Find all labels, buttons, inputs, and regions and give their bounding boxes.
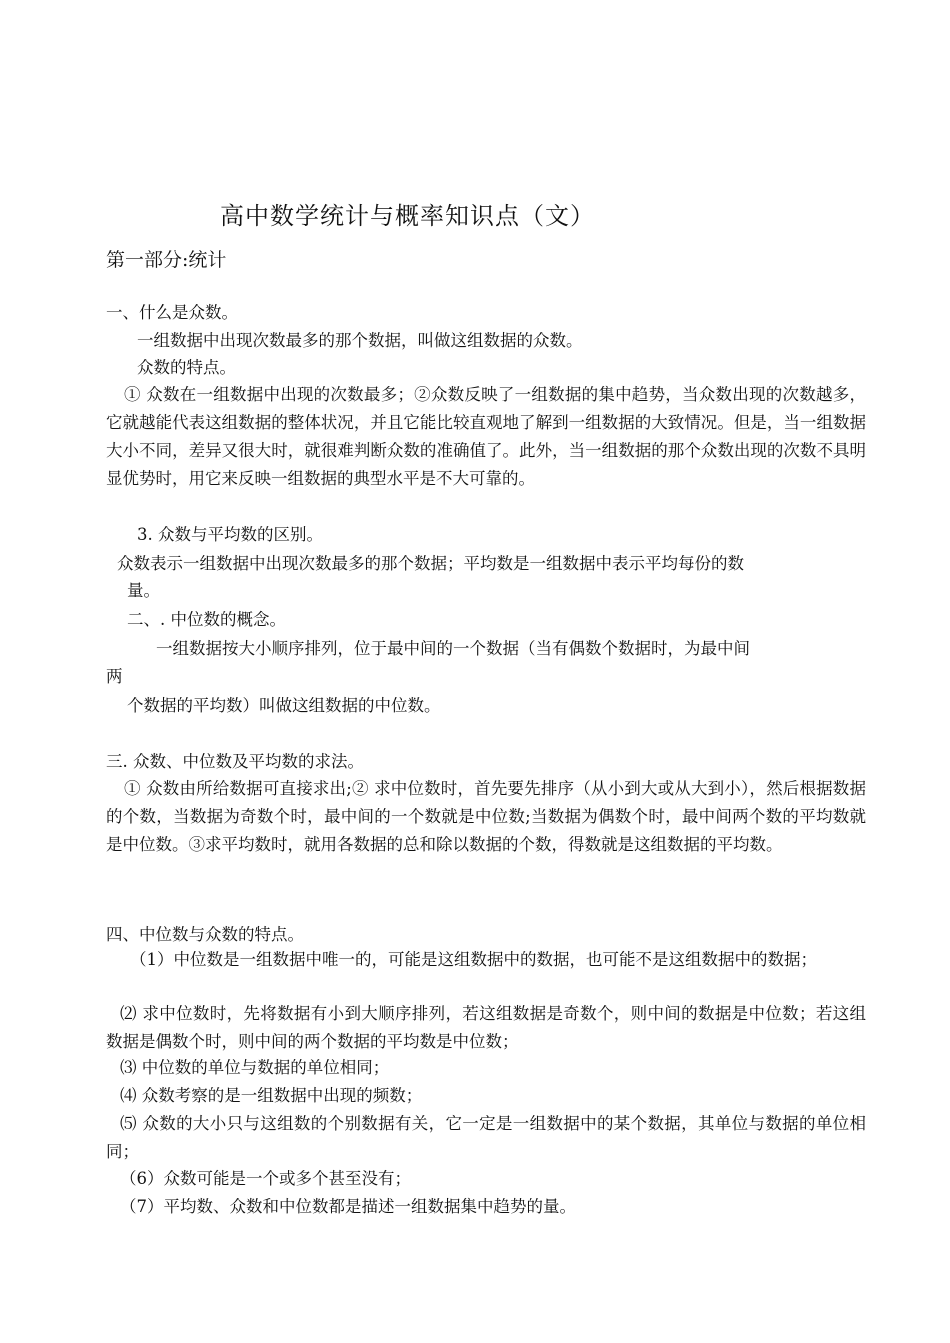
section-4-item-2: ⑵ 求中位数时，先将数据有小到大顺序排列，若这组数据是奇数个，则中间的数据是中位数；若这组数据是偶数个时，则中间的两个数据的平均数是中位数； [106,1004,866,1051]
page-title: 高中数学统计与概率知识点（文） [220,202,595,230]
section-4-item-1: （1）中位数是一组数据中唯一的，可能是这组数据中的数据，也可能不是这组数据中的数据； [130,950,817,969]
section-1-diff-line-1: 众数表示一组数据中出现次数最多的那个数据；平均数是一组数据中表示平均每份的数 [117,554,744,573]
section-4-heading: 四、中位数与众数的特点。 [106,925,304,944]
section-1-diff-line-2: 量。 [127,581,160,600]
section-2-line-2: 两 [106,667,123,686]
section-2-heading: 二、. 中位数的概念。 [127,610,286,629]
section-1-definition: 一组数据中出现次数最多的那个数据，叫做这组数据的众数。 [137,331,583,350]
section-1-heading: 一、什么是众数。 [106,303,238,322]
section-4-item-6: （6）众数可能是一个或多个甚至没有； [120,1169,411,1188]
section-4-item-3: ⑶ 中位数的单位与数据的单位相同； [120,1058,390,1077]
section-4-item-7: （7）平均数、众数和中位数都是描述一组数据集中趋势的量。 [120,1197,576,1216]
section-4-item-5: ⑸ 众数的大小只与这组数的个别数据有关，它一定是一组数据中的某个数据，其单位与数据的单位相同； [106,1114,866,1161]
section-3-text: ① 众数由所给数据可直接求出;② 求中位数时，首先要先排序（从小到大或从大到小），然后根据数据的个数，当数据为奇数个时，最中间的一个数就是中位数;当数据为偶数个时，最中间两个数的平均数就是中位数。③求平均数时，就用各数据的总和除以数据的个数，得数就是这组数据的平均数。 [106,779,866,854]
section-2-line-3: 个数据的平均数）叫做这组数据的中位数。 [127,696,441,715]
section-2-line-1: 一组数据按大小顺序排列，位于最中间的一个数据（当有偶数个数据时，为最中间 [156,639,750,658]
part-heading: 第一部分:统计 [106,249,227,271]
section-4-item-4: ⑷ 众数考察的是一组数据中出现的频数； [120,1086,423,1105]
section-3-heading: 三. 众数、中位数及平均数的求法。 [106,752,364,771]
section-1-features-label: 众数的特点。 [137,358,236,377]
section-1-features-text: ① 众数在一组数据中出现的次数最多；②众数反映了一组数据的集中趋势，当众数出现的次数越多，它就越能代表这组数据的整体状况，并且它能比较直观地了解到一组数据的大致情况。但是，当一组数据大小不同，差异又很大时，就很难判断众数的准确值了。此外，当一组数据的那个众数出现的次数不具明显优势时，用它来反映一组数据的典型水平是不大可靠的。 [106,385,866,488]
section-1-diff-heading: 3. 众数与平均数的区别。 [137,525,323,544]
